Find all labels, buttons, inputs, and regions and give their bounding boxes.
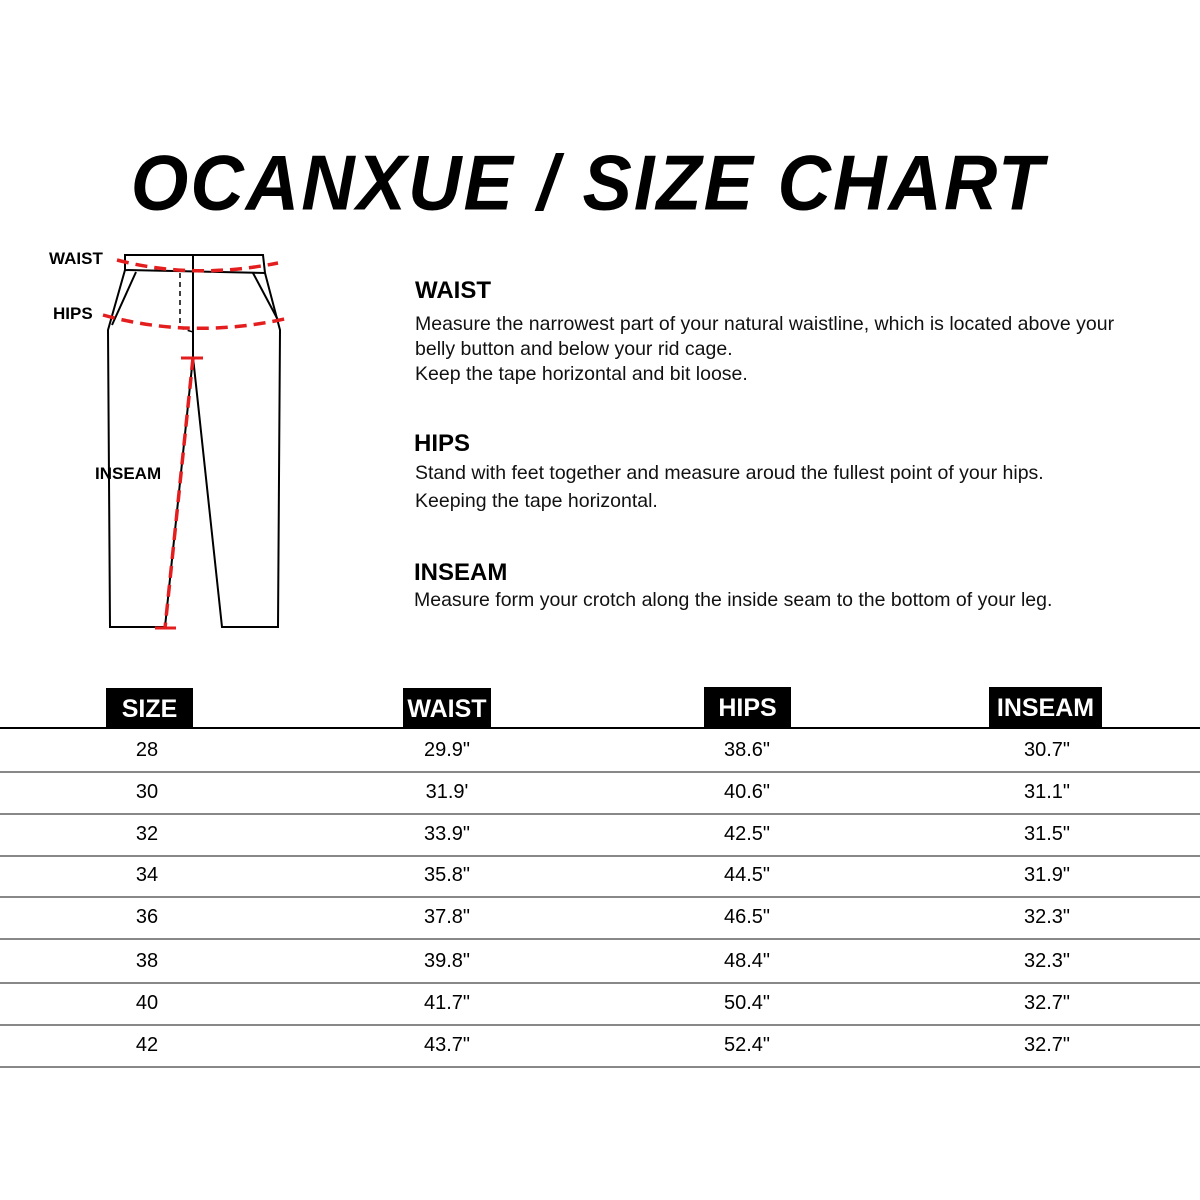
table-row [0,771,1200,815]
cell-size: 36 [135,906,159,928]
cell-inseam: 32.7" [1023,992,1071,1014]
cell-inseam: 31.1" [1023,781,1071,803]
cell-waist: 29.9" [423,739,471,761]
table-row [0,982,1200,1026]
table-row [0,854,1200,898]
instruction-line: Measure form your crotch along the inside seam to the bottom of your leg. [414,589,1053,611]
instruction-line: Measure the narrowest part of your natural waistline, which is located above your [415,313,1115,335]
pants-outline [108,255,280,627]
waist-label: WAIST [49,249,103,268]
page-title: OCANXUE / SIZE CHART [130,138,1046,227]
cell-hips: 50.4" [723,992,771,1014]
section-heading: HIPS [414,430,471,457]
cell-size: 30 [135,781,159,803]
instruction-line: Stand with feet together and measure aroud the fullest point of your hips. [415,462,1044,484]
cell-size: 38 [135,950,159,972]
header-inseam: INSEAM [989,687,1102,727]
cell-size: 34 [135,864,159,886]
section-heading: INSEAM [414,559,508,586]
cell-hips: 42.5" [723,823,771,845]
pants-diagram [0,0,300,640]
instruction-line: Keeping the tape horizontal. [415,490,658,512]
cell-inseam: 31.9" [1023,864,1071,886]
cell-hips: 46.5" [723,906,771,928]
hips-measure-line [103,315,289,328]
waist-measure-line [117,260,278,271]
cell-waist: 35.8" [423,864,471,886]
cell-inseam: 32.3" [1023,906,1071,928]
header-waist: WAIST [403,688,491,728]
cell-size: 32 [135,823,159,845]
instruction-line: belly button and below your rid cage. [415,338,733,360]
cell-size: 40 [135,992,159,1014]
table-row [0,729,1200,773]
cell-inseam: 32.3" [1023,950,1071,972]
hips-label: HIPS [53,304,93,323]
cell-hips: 52.4" [723,1034,771,1056]
instruction-line: Keep the tape horizontal and bit loose. [415,363,748,385]
cell-inseam: 32.7" [1023,1034,1071,1056]
cell-hips: 38.6" [723,739,771,761]
section-heading: WAIST [415,277,491,304]
cell-waist: 37.8" [423,906,471,928]
cell-hips: 48.4" [723,950,771,972]
cell-waist: 39.8" [423,950,471,972]
header-size: SIZE [106,688,193,728]
cell-waist: 43.7" [423,1034,471,1056]
table-row [0,1024,1200,1068]
cell-size: 42 [135,1034,159,1056]
cell-inseam: 30.7" [1023,739,1071,761]
cell-inseam: 31.5" [1023,823,1071,845]
cell-hips: 44.5" [723,864,771,886]
table-row [0,896,1200,940]
table-row [0,940,1200,984]
cell-waist: 31.9' [425,781,469,803]
inseam-label: INSEAM [95,464,162,483]
header-hips: HIPS [704,687,791,727]
cell-size: 28 [135,739,159,761]
inseam-measure-line [165,358,193,628]
cell-waist: 33.9" [423,823,471,845]
measure-lines [103,260,289,628]
cell-hips: 40.6" [723,781,771,803]
cell-waist: 41.7" [423,992,471,1014]
table-row [0,813,1200,857]
